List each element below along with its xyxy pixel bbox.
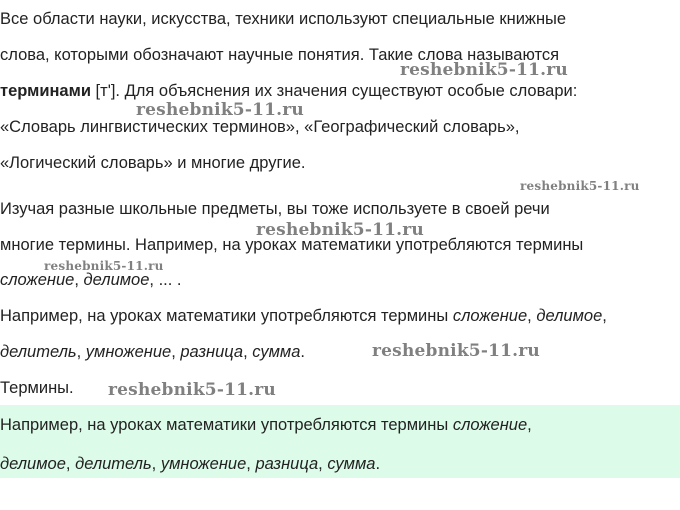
- watermark: reshebnik5-11.ru: [108, 380, 276, 400]
- term-example: умножение: [160, 455, 247, 473]
- paragraph1-line3: [0, 81, 577, 101]
- separator: ,: [527, 416, 532, 434]
- term-example: сумма: [252, 343, 301, 361]
- term-example: делитель: [0, 343, 77, 361]
- term-example: делимое: [536, 307, 603, 325]
- period: .: [300, 343, 305, 361]
- term-example: сложение: [452, 307, 528, 325]
- separator: ,: [74, 271, 84, 289]
- separator: ,: [527, 307, 537, 325]
- answer-line2: [0, 454, 380, 474]
- paragraph4-line: Термины.: [0, 379, 74, 397]
- watermark: reshebnik5-11.ru: [372, 341, 540, 361]
- paragraph2-line2: многие термины. Например, на уроках математики употребляются термины: [0, 236, 584, 254]
- separator: ,: [171, 343, 181, 361]
- watermark: reshebnik5-11.ru: [520, 179, 640, 193]
- term-example: разница: [255, 455, 319, 473]
- separator: ,: [151, 455, 161, 473]
- separator: ,: [602, 307, 607, 325]
- answer-line1: [0, 415, 532, 435]
- term-example: разница: [180, 343, 244, 361]
- separator: ,: [246, 455, 256, 473]
- paragraph3-text: Например, на уроках математики употребляются термины: [0, 307, 453, 325]
- paragraph1-line3-rest: [т']. Для объяснения их значения существуют особые словари:: [90, 82, 578, 100]
- term-example: сложение: [0, 271, 75, 289]
- watermark: reshebnik5-11.ru: [44, 259, 164, 273]
- separator: ,: [65, 455, 76, 473]
- term-example: сумма: [327, 455, 376, 473]
- paragraph3-line1: [0, 306, 607, 326]
- term-example: умножение: [85, 343, 172, 361]
- separator: ,: [76, 343, 86, 361]
- term-example: делитель: [75, 455, 152, 473]
- paragraph1-line5: «Логический словарь» и многие другие.: [0, 154, 306, 172]
- paragraph1-line4: «Словарь лингвистических терминов», «Географический словарь»,: [0, 118, 520, 136]
- ellipsis: , ... .: [149, 271, 182, 289]
- paragraph3-line2: [0, 342, 305, 362]
- term-example: делимое: [0, 455, 66, 473]
- paragraph1-line2: слова, которыми обозначают научные понятия. Такие слова называются: [0, 46, 560, 64]
- watermark: reshebnik5-11.ru: [256, 220, 424, 240]
- term-example: делимое: [83, 271, 150, 289]
- answer-text: Например, на уроках математики употребляются термины: [0, 416, 453, 434]
- watermark: reshebnik5-11.ru: [136, 100, 304, 120]
- period: .: [375, 455, 381, 473]
- paragraph2-line1: Изучая разные школьные предметы, вы тоже используете в своей речи: [0, 200, 550, 218]
- term-example: сложение: [452, 416, 528, 434]
- separator: ,: [243, 343, 253, 361]
- term-definition: терминами: [0, 82, 91, 100]
- paragraph1-line1: Все области науки, искусства, техники используют специальные книжные: [0, 10, 567, 28]
- watermark: reshebnik5-11.ru: [400, 60, 568, 80]
- separator: ,: [318, 455, 328, 473]
- paragraph2-line3: [0, 270, 182, 290]
